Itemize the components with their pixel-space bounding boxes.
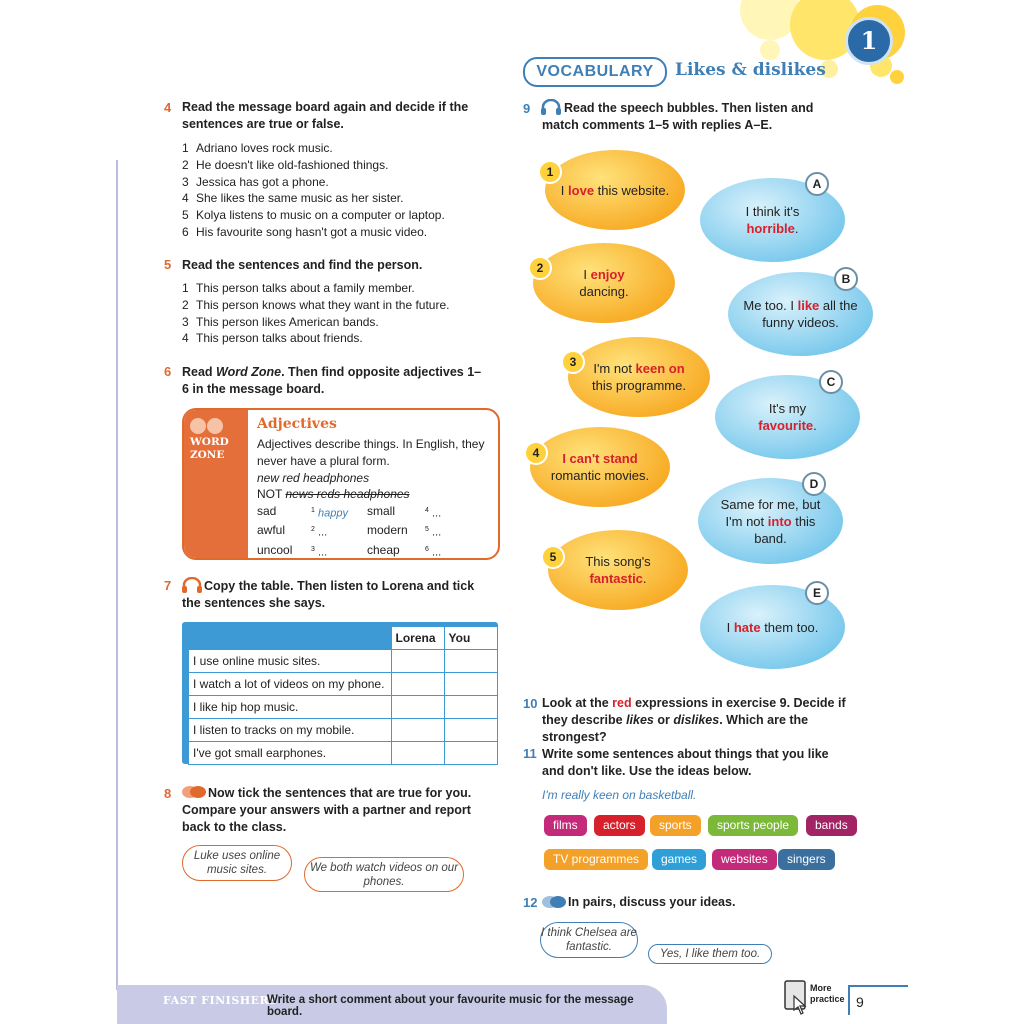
ex9-number: 9	[523, 101, 531, 116]
list-item: 5 Kolya listens to music on a computer or laptop.	[182, 208, 445, 223]
list-item: 3 This person likes American bands.	[182, 314, 379, 329]
col-you: You	[444, 627, 497, 650]
ex6-number: 6	[164, 364, 172, 379]
list-item: 1 This person talks about a family member.	[182, 281, 415, 295]
fast-finishers-text: Write a short comment about your favourite music for the message board.	[267, 994, 634, 1018]
ex11-number: 11	[523, 746, 537, 761]
ex5-instruction: Read the sentences and find the person.	[182, 258, 423, 272]
page-margin-line	[116, 160, 118, 990]
more-practice-label[interactable]: More practice	[810, 983, 845, 1004]
ex10-number: 10	[523, 696, 538, 711]
ex8-instruction: Now tick the sentences that are true for you. Compare your answers with a partner and report back to the class.	[182, 786, 472, 834]
page-number: 9	[856, 994, 864, 1010]
adjective-row: awful $^2$ ... modern $^5$ ...	[257, 523, 442, 540]
idea-tag: singers	[778, 849, 835, 870]
section-pill: VOCABULARY	[523, 57, 667, 87]
unit-badge: 1	[845, 17, 893, 65]
ex11-example: I'm really keen on basketball.	[542, 788, 697, 802]
word-zone-title: Adjectives	[257, 416, 337, 432]
reply-bubble-b: Me too. I like all the funny videos.	[728, 272, 873, 356]
comment-number: 5	[541, 545, 565, 569]
list-item: 2 He doesn't like old-fashioned things.	[182, 157, 389, 172]
ex7-number: 7	[164, 578, 172, 593]
idea-tag: websites	[712, 849, 777, 870]
col-lorena: Lorena	[391, 627, 444, 650]
comment-number: 3	[561, 350, 585, 374]
idea-tag: sports people	[708, 815, 798, 836]
example-bubble: We both watch videos on our phones.	[304, 857, 464, 892]
ex11-instruction: Write some sentences about things that you like and don't like. Use the ideas below.	[542, 747, 829, 778]
ex12-number: 12	[523, 895, 538, 910]
word-zone-label: WORD ZONE	[184, 410, 248, 558]
ex4-instruction: Read the message board again and decide if the sentences are true or false.	[182, 100, 469, 131]
example-bubble: I think Chelsea are fantastic.	[540, 922, 638, 958]
ex4-number: 4	[164, 100, 172, 115]
lorena-table	[182, 622, 498, 764]
idea-tag: TV programmes	[544, 849, 648, 870]
comment-bubble-3: I'm not keen on this programme.	[568, 337, 710, 417]
table-row: I've got small earphones.	[189, 742, 498, 765]
word-zone-box	[182, 408, 500, 560]
idea-tag: sports	[650, 815, 701, 836]
reply-letter: C	[819, 370, 843, 394]
comment-bubble-5: This song's fantastic.	[548, 530, 688, 610]
list-item: 3 Jessica has got a phone.	[182, 174, 329, 189]
page-number-divider	[848, 985, 850, 1015]
speaking-icon	[541, 895, 567, 909]
fast-finishers-bar	[117, 985, 667, 1024]
table-row: I listen to tracks on my mobile.	[189, 719, 498, 742]
comment-bubble-2: I enjoy dancing.	[533, 243, 675, 323]
example-bubble: Luke uses online music sites.	[182, 845, 292, 881]
comment-bubble-4: I can't stand romantic movies.	[530, 427, 670, 507]
example-bubble: Yes, I like them too.	[648, 944, 772, 964]
reply-letter: A	[805, 172, 829, 196]
list-item: 2 This person knows what they want in the future.	[182, 297, 450, 312]
reply-bubble-d: Same for me, but I'm not into this band.	[698, 478, 843, 564]
fast-finishers-label: FAST FINISHERS	[163, 994, 278, 1007]
list-item: 4 She likes the same music as her sister.	[182, 191, 404, 206]
more-practice-icon[interactable]	[784, 980, 810, 1016]
list-item: 1 Adriano loves rock music.	[182, 141, 333, 155]
list-item: 6 His favourite song hasn't got a music video.	[182, 224, 428, 239]
table-row: I use online music sites.	[189, 650, 498, 673]
reply-bubble-c: It's my favourite.	[715, 375, 860, 459]
reply-letter: E	[805, 581, 829, 605]
reply-bubble-a: I think it's horrible.	[700, 178, 845, 262]
word-zone-text: Adjectives describe things. In English, they never have a plural form. new red headphones NOT news reds headphones	[257, 437, 485, 502]
ex9-instruction: Read the speech bubbles. Then listen and match comments 1–5 with replies A–E.	[542, 101, 814, 132]
adjective-row: uncool $^3$ ... cheap $^6$ ...	[257, 542, 442, 559]
idea-tag: actors	[594, 815, 645, 836]
ex10-instruction: Look at the red expressions in exercise 9. Decide if they describe likes or dislikes. Which are the strongest?	[542, 696, 846, 744]
page-number-rule	[848, 985, 908, 987]
ex6-instruction: Read Word Zone. Then find opposite adjectives 1–6 in the message board.	[182, 365, 482, 396]
comment-number: 4	[524, 441, 548, 465]
list-item: 4 This person talks about friends.	[182, 331, 363, 346]
table-row: I like hip hop music.	[189, 696, 498, 719]
idea-tag: bands	[806, 815, 857, 836]
ex12-instruction: In pairs, discuss your ideas.	[568, 895, 736, 909]
comment-number: 1	[538, 160, 562, 184]
ex4-list	[182, 140, 445, 241]
comment-bubble-1: I love this website.	[545, 150, 685, 230]
idea-tag: films	[544, 815, 587, 836]
idea-tag: games	[652, 849, 706, 870]
ex7-instruction: Copy the table. Then listen to Lorena and tick the sentences she says.	[182, 579, 475, 610]
adjective-grid	[257, 503, 465, 560]
comment-number: 2	[528, 256, 552, 280]
ex5-list	[182, 280, 449, 347]
reply-bubble-e: I hate them too.	[700, 585, 845, 669]
reply-letter: D	[802, 472, 826, 496]
adjective-row: sad $^1$ happy small $^4$ ...	[257, 504, 442, 520]
ex5-number: 5	[164, 257, 172, 272]
section-title: Likes & dislikes	[675, 60, 826, 80]
table-row: I watch a lot of videos on my phone.	[189, 673, 498, 696]
ex8-number: 8	[164, 786, 172, 801]
reply-letter: B	[834, 267, 858, 291]
